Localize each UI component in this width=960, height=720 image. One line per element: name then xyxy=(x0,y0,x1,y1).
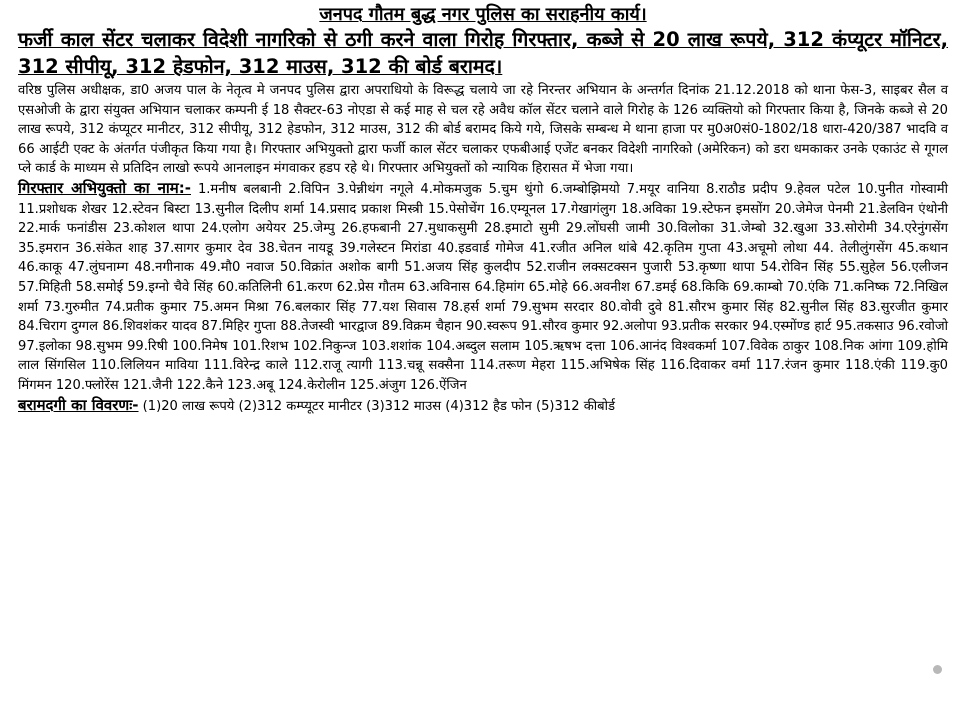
arrested-names-paragraph xyxy=(18,179,948,396)
page-title: जनपद गौतम बुद्ध नगर पुलिस का सराहनीय कार्य। xyxy=(319,4,647,25)
arrested-label: गिरफ्तार अभियुक्तो का नाम:- xyxy=(18,178,191,197)
body-paragraph: वरिष्ठ पुलिस अधीक्षक, डा0 अजय पाल के नेतृत्व मे जनपद पुलिस द्वारा अपराधियो के विरूद्ध चलाये जा रहे निरन्तर अभियान के अन्तर्गत दिनांक 21.12.2018 को थाना फेस-3, साइबर सैल व एसओजी के द्वारा संयुक्त अभियान चलाकर कम्पनी ई 18 सैक्टर-63 नोएडा से कई माह से चल रहे अवैध कॉल सेंटर चलाने वाले गिरोह के 126 व्यक्तियो को गिरफ्तार किया है, जिनके कब्जे से 20 लाख रूपये, 312 कंप्यूटर मानीटर, 312 सीपीयू, 312 हेडफोन, 312 माउस, 312 की बोर्ड बरामद किये गये, जिसके सम्बन्ध मे थाना हाजा पर मु0अ0सं0-1802/18 धारा-420/387 भादवि व 66 आईटी एक्ट के अंतर्गत पंजीकृत किया गया है। गिरफ्तार अभियुक्तो द्वारा फर्जी काल सेंटर चलाकर एफबीआई एजेंट बनकर विदेशी नागरिको (अमेरिकन) को डरा धमकाकर उनके एकाउंट से गूगल प्ले कार्ड के माध्यम से प्रतिदिन लाखो रूपये आनलाइन मंगवाकर हडप रहे थे। गिरफ्तार अभियुक्तों को न्यायिक हिरासत में भेजा गया। xyxy=(18,83,948,177)
arrested-names-list: 1.मनीष बलबानी 2.विपिन 3.पेन्नीथंग नगूले 4.मोकमजुक 5.चुम थुंगो 6.जम्बोझिमयो 7.मयूर वानिया 8.राठौड प्रदीप 9.हेवल पटेल 10.पुनीत गोस्वामी 11.प्रशोधक शेखर 12.स्टेवन बिस्टा 13.सुनील दिलीप शर्मा 14.प्रसाद प्रकाश मिस्त्री 15.पेसोचेंग 16.एम्यूनल 17.गेखागंलुग 18.अविका 19.स्टेफन इमसोंग 20.जेमेज पेनमी 21.डेलविन एंथोनी 22.मार्क फनांडीस 23.कोशल थापा 24.एलोग अयेयर 25.जेम्पु 26.हफबानी 27.मुधाकसुमी 28.इमाटो सुमी 29.लोंघसी जामी 30.विलोका 31.जेम्बो 32.खुआ 33.सोरोमी 34.एरेनुंगसेंग 35.इमरान 36.संकेत शाह 37.सागर कुमार देव 38.चेतन नायडू 39.गलेस्टन मिरांडा 40.इडवार्ड गोमेज 41.रजीत अनिल थांबे 42.कृतिम गुप्ता 43.अचूमो लोथा 44. तेलीलुंगसेंग 45.कथान 46.काकू 47.लुंघनाम्ग 48.नगीनाक 49.मौ0 नवाज 50.विक्रांत अशोक बागी 51.अजय सिंह कुलदीप 52.राजीन लक्सटक्सन पुजारी 53.कृष्णा थापा 54.रोविन सिंह 55.सुहेल 56.एलीजन 57.मिहिती 58.समोई 59.इग्नो चैवे सिंह 60.कतिलिनी 61.करण 62.प्रेस गौतम 63.अविनास 64.हिमांग 65.मोहे 66.अवनीश 67.डमई 68.किकि 69.काम्बो 70.एंकि 71.कनिष्क 72.निखिल शर्मा 73.गुरुमीत 74.प्रतीक कुमार 75.अमन मिश्रा 76.बलकार सिंह 77.यश सिवास 78.हर्स शर्मा 79.सुभम सरदार 80.वोवी दुवे 81.सौरभ कुमार सिंह 82.सुनील सिंह 83.सुरजीत कुमार 84.चिराग दुग्गल 86.शिवशंकर यादव 87.मिहिर गुप्ता 88.तेजस्वी भारद्वाज 89.विक्रम चैहान 90.स्वरूप 91.सौरव कुमार 92.अलोपा 93.प्रतीक सरकार 94.एस्मोंण्ड हार्ट 95.तकसाउ 96.रवोजो 97.इलोका 98.सुभम 99.रिषी 100.निमेष 101.रिशभ 102.निकुन्ज 103.शशांक 104.अब्दुल सलाम 105.ऋषभ दत्ता 106.आनंद विश्वकर्मा 107.विवेक ठाकुर 108.निक आंगा 109.होमि लाल सिंगसिल 110.लिलियन माविया 111.विरेन्द्र काले 112.राजू त्यागी 113.चन्नू सक्सैना 114.तरूण मेहरा 115.अभिषेक सिंह 116.दिवाकर वर्मा 117.रंजन कुमार 118.एंकी 119.कु0 मिंगमन 120.फ्लोरेंस 121.जैनी 122.कैने 123.अबू 124.केरोलीन 125.अंजुग 126.ऐंजिन xyxy=(18,181,948,393)
recovery-paragraph xyxy=(18,396,948,417)
headline xyxy=(18,26,948,80)
recovery-details: (1)20 लाख रूपये (2)312 कम्प्यूटर मानीटर (3)312 माउस (4)312 हैड फोन (5)312 कीबोर्ड xyxy=(138,398,616,414)
recovery-label: बरामदगी का विवरणः- xyxy=(18,395,139,414)
headline-text: फर्जी काल सेंटर चलाकर विदेशी नागरिको से ठगी करने वाला गिरोह गिरफ्तार, कब्जे से 20 लाख रूपये, 312 कंप्यूटर मॉनिटर, 312 सीपीयू, 312 हेडफोन, 312 माउस, 312 की बोर्ड बरामद। xyxy=(18,28,948,78)
decorative-dot xyxy=(933,665,942,674)
